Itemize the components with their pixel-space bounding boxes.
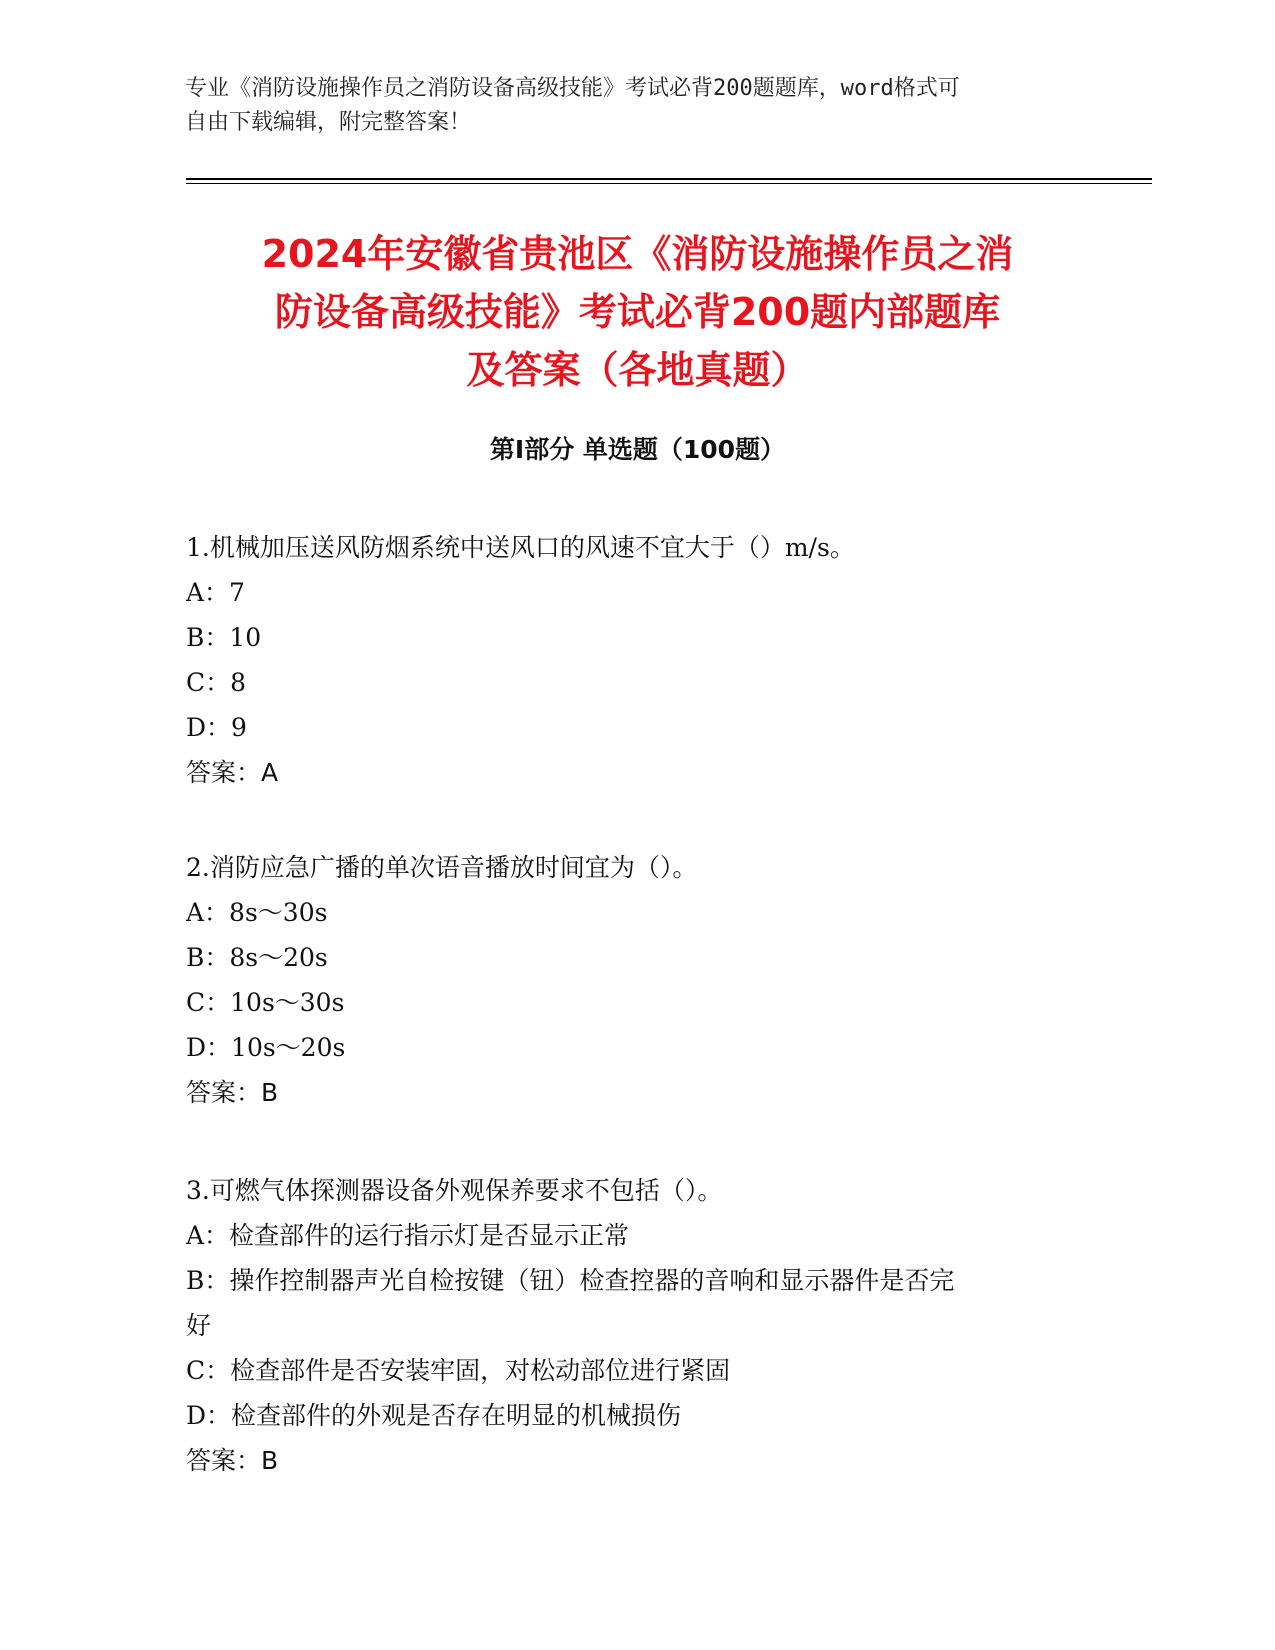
header-divider: [186, 178, 1152, 180]
option-c: C：8: [186, 668, 247, 697]
option-b: B：10: [186, 623, 262, 652]
option-a: A：7: [186, 578, 245, 607]
option-d: D：9: [186, 713, 247, 742]
title-line: 防设备高级技能》考试必背200题内部题库: [274, 290, 1001, 334]
option-d: D：检查部件的外观是否存在明显的机械损伤: [186, 1401, 682, 1430]
option-c: C：10s～30s: [186, 988, 345, 1017]
option-d: D：10s～20s: [186, 1033, 346, 1062]
option-a: A：检查部件的运行指示灯是否显示正常: [186, 1221, 630, 1250]
question-stem: 2.消防应急广播的单次语音播放时间宜为（）。: [186, 853, 698, 882]
question-item: [186, 845, 1086, 1115]
header-note: [185, 72, 1065, 140]
option-b: B：8s～20s: [186, 943, 328, 972]
header-note-line: 自由下载编辑，附完整答案！: [185, 110, 472, 135]
answer-line: 答案：B: [186, 1078, 279, 1107]
option-c: C：检查部件是否安装牢固，对松动部位进行紧固: [186, 1356, 731, 1385]
header-note-line: 专业《消防设施操作员之消防设备高级技能》考试必背200题题库，word格式可: [185, 76, 960, 101]
section-heading: 第Ⅰ部分 单选题（100题）: [489, 435, 786, 464]
title-line: 及答案（各地真题）: [466, 348, 809, 392]
option-b: B：操作控制器声光自检按键（钮）检查控器的音响和显示器件是否完: [186, 1266, 955, 1295]
question-stem: 1.机械加压送风防烟系统中送风口的风速不宜大于（）m/s。: [186, 533, 855, 562]
question-item: [186, 1168, 1086, 1483]
option-b-continued: 好: [186, 1311, 212, 1340]
answer-line: 答案：B: [186, 1446, 279, 1475]
title-line: 2024年安徽省贵池区《消防设施操作员之消: [261, 232, 1014, 276]
option-a: A：8s～30s: [186, 898, 328, 927]
question-stem: 3.可燃气体探测器设备外观保养要求不包括（）。: [186, 1176, 723, 1205]
document-title: [150, 225, 1125, 399]
header-divider-thin: [186, 183, 1152, 184]
answer-line: 答案：A: [186, 758, 279, 787]
question-item: [186, 525, 1086, 795]
